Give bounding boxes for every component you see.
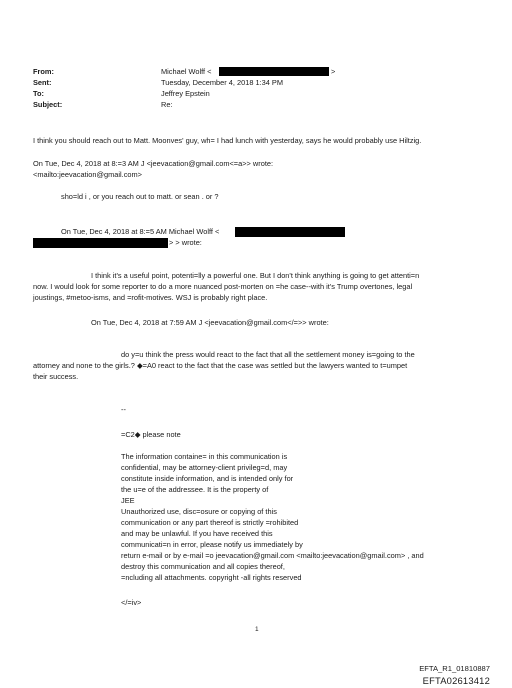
end-tag: </=iv>: [121, 598, 142, 607]
body-paragraph-line: their success.: [33, 372, 79, 381]
bates-number-primary: EFTA_R1_01810887: [419, 664, 490, 673]
page-number: 1: [255, 626, 259, 633]
sent-value: Tuesday, December 4, 2018 1:34 PM: [161, 78, 284, 87]
quote-header: On Tue, Dec 4, 2018 at 8:=5 AM Michael Wolff <: [61, 227, 220, 236]
body-paragraph-line: joustings, #metoo-isms, and =rofit-motives. WSJ is probably right place.: [33, 293, 268, 302]
notice-line: Unauthorized use, disc=osure or copying of this: [121, 507, 277, 516]
notice-line: JEE: [121, 496, 135, 505]
quote-header-mailto: <mailto:jeevacation@gmail.com>: [33, 170, 142, 179]
notice-line: constitute inside information, and is intended only for: [121, 474, 294, 483]
redaction-bar: [33, 238, 168, 248]
to-value: Jeffrey Epstein: [161, 89, 210, 98]
body-paragraph-line: attorney and none to the girls.? ◆=A0 react to the fact that the case was settled but the lawyers wanted to t=umpet: [33, 361, 408, 370]
from-label: From:: [33, 67, 54, 76]
body-paragraph-line: I think it's a useful point, potenti=lly a powerful one. But I don't think anything is going to get attenti=n: [91, 271, 420, 280]
redaction-bar: [219, 67, 329, 76]
bates-number-secondary: EFTA02613412: [422, 675, 490, 686]
notice-line: destroy this communication and all copies thereof,: [121, 562, 285, 571]
subject-label: Subject:: [33, 100, 63, 109]
notice-line: The information containe= in this communication is: [121, 452, 288, 461]
notice-line: communicati=n in error, please notify us immediately by: [121, 540, 303, 549]
sent-label: Sent:: [33, 78, 52, 87]
to-label: To:: [33, 89, 44, 98]
body-paragraph-line: now. I would look for some reporter to do a more nuanced post-morten on =he case--with it's Trump overtones, legal: [33, 282, 413, 291]
reply-text: sho=ld i , or you reach out to matt. or sean . or ?: [61, 192, 219, 201]
from-value: Michael Wolff <: [161, 67, 212, 76]
quote-header: On Tue, Dec 4, 2018 at 8:=3 AM J <jeevacation@gmail.com<=a>> wrote:: [33, 159, 274, 168]
notice-line: and may be unlawful. If you have received this: [121, 529, 273, 538]
body-paragraph: I think you should reach out to Matt. Moonves' guy, wh= I had lunch with yesterday, says he would probably use Hiltzig.: [33, 136, 422, 145]
notice-line: confidential, may be attorney-client privileg=d, may: [121, 463, 288, 472]
notice-line: the u=e of the addressee. It is the property of: [121, 485, 269, 494]
from-value-tail: >: [331, 67, 336, 76]
notice-line: return e-mail or by e-mail =o jeevacation@gmail.com <mailto:jeevacation@gmail.com> , and: [121, 551, 424, 560]
quote-header-tail: > > wrote:: [169, 238, 202, 247]
notice-line: communication or any part thereof is strictly =rohibited: [121, 518, 299, 527]
signature-separator: --: [121, 405, 126, 414]
notice-line: =ncluding all attachments. copyright -all rights reserved: [121, 573, 302, 582]
redaction-bar: [235, 227, 345, 237]
body-paragraph-line: do y=u think the press would react to the fact that all the settlement money is=going to the: [121, 350, 415, 359]
quote-header: On Tue, Dec 4, 2018 at 7:59 AM J <jeevacation@gmail.com</=>> wrote:: [91, 318, 329, 327]
notice-heading: =C2◆ please note: [121, 430, 181, 439]
subject-value: Re:: [161, 100, 173, 109]
